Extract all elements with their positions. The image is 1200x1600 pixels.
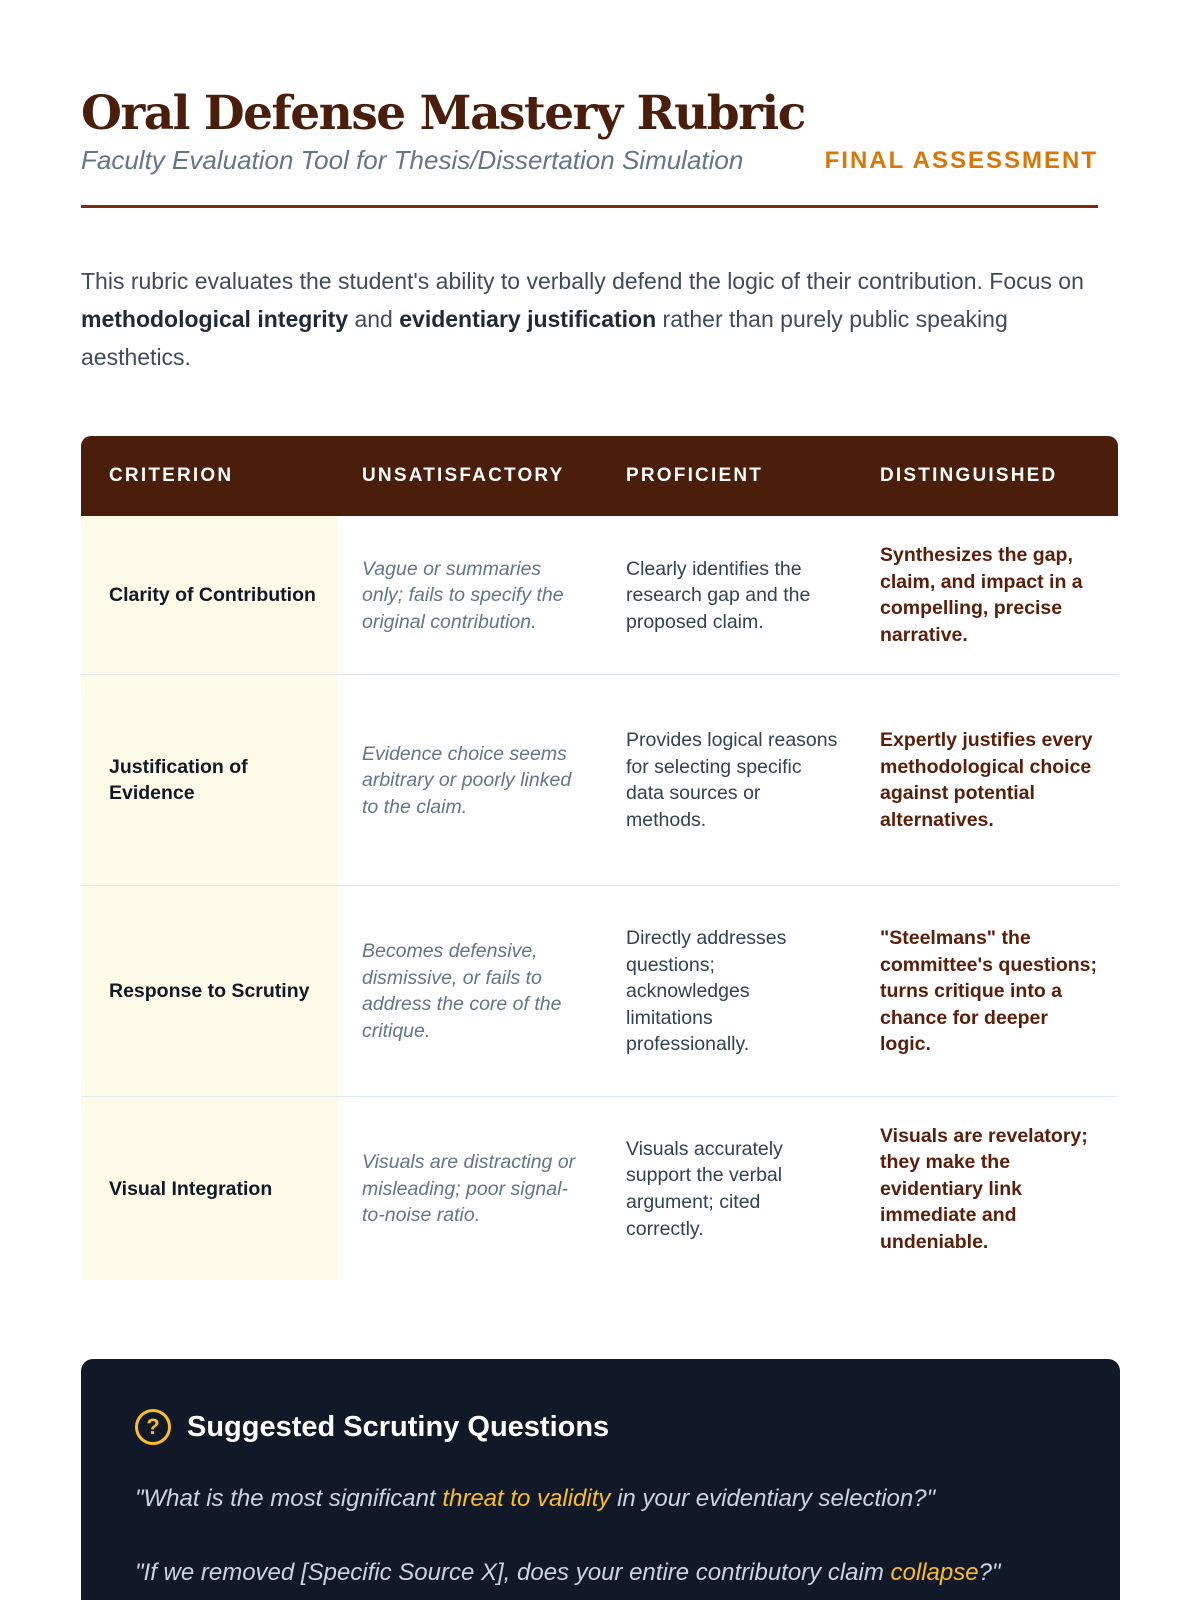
page-subtitle: Faculty Evaluation Tool for Thesis/Dissertation Simulation xyxy=(81,144,744,175)
intro-bold-2: evidentiary justification xyxy=(399,306,657,333)
header-criterion: CRITERION xyxy=(109,465,234,487)
intro-text-3: rather than purely public speaking aesthetics. xyxy=(81,306,1008,371)
question-highlight: collapse xyxy=(890,1559,979,1586)
unsatisfactory-cell: Vague or summaries only; fails to specify the original contribution. xyxy=(362,557,564,633)
intro-text-2: and xyxy=(348,306,400,333)
question-highlight: threat to validity xyxy=(442,1485,611,1512)
question-text: ?" xyxy=(978,1559,1001,1586)
proficient-cell: Provides logical reasons for selecting specific data sources or methods. xyxy=(626,729,838,832)
distinguished-cell: Synthesizes the gap, claim, and impact in a compelling, precise narrative. xyxy=(880,544,1083,647)
questions-title: Suggested Scrutiny Questions xyxy=(187,1410,610,1443)
criterion-cell: Clarity of Contribution xyxy=(81,516,338,674)
header-unsatisfactory: UNSATISFACTORY xyxy=(362,465,565,487)
criterion-cell: Justification of Evidence xyxy=(81,675,338,885)
proficient-cell: Clearly identifies the research gap and the proposed claim. xyxy=(626,557,811,633)
distinguished-cell: Visuals are revelatory; they make the evidentiary link immediate and undeniable. xyxy=(880,1124,1088,1253)
final-assessment-badge: FINAL ASSESSMENT xyxy=(824,147,1098,175)
question-item xyxy=(135,1481,1066,1517)
table-row xyxy=(81,1097,1118,1280)
scrutiny-questions-panel xyxy=(81,1359,1120,1600)
header-distinguished: DISTINGUISHED xyxy=(880,465,1058,487)
rubric-table xyxy=(81,436,1118,1280)
subtitle-row xyxy=(81,144,1098,178)
table-row xyxy=(81,516,1118,675)
question-text: in your evidentiary selection?" xyxy=(610,1485,936,1512)
unsatisfactory-cell: Visuals are distracting or misleading; poor signal-to-noise ratio. xyxy=(362,1151,576,1227)
question-text: "What is the most significant xyxy=(135,1485,443,1512)
table-row xyxy=(81,675,1118,886)
distinguished-cell: Expertly justifies every methodological choice against potential alternatives. xyxy=(880,729,1093,832)
question-circle-icon: ? xyxy=(135,1409,171,1445)
question-text: "If we removed [Specific Source X], does your entire contributory claim xyxy=(135,1559,891,1586)
header-proficient: PROFICIENT xyxy=(626,465,764,487)
page-header xyxy=(81,0,1098,208)
questions-header xyxy=(135,1409,1066,1445)
question-item xyxy=(135,1555,1066,1591)
intro-text-1: This rubric evaluates the student's ability to verbally defend the logic of their contribution. Focus on xyxy=(81,268,1084,295)
table-header-row xyxy=(81,436,1118,516)
criterion-cell: Visual Integration xyxy=(81,1097,338,1280)
header-divider xyxy=(81,205,1098,208)
criterion-cell: Response to Scrutiny xyxy=(81,886,338,1096)
page-title: Oral Defense Mastery Rubric xyxy=(81,86,805,141)
proficient-cell: Visuals accurately support the verbal argument; cited correctly. xyxy=(626,1137,783,1240)
proficient-cell: Directly addresses questions; acknowledges limitations professionally. xyxy=(626,927,787,1056)
distinguished-cell: "Steelmans" the committee's questions; turns critique into a chance for deeper logic. xyxy=(880,927,1098,1056)
unsatisfactory-cell: Becomes defensive, dismissive, or fails to address the core of the critique. xyxy=(362,940,562,1043)
intro-bold-1: methodological integrity xyxy=(81,306,349,333)
table-row xyxy=(81,886,1118,1097)
intro-paragraph xyxy=(81,262,1098,376)
unsatisfactory-cell: Evidence choice seems arbitrary or poorly linked to the claim. xyxy=(362,742,572,818)
